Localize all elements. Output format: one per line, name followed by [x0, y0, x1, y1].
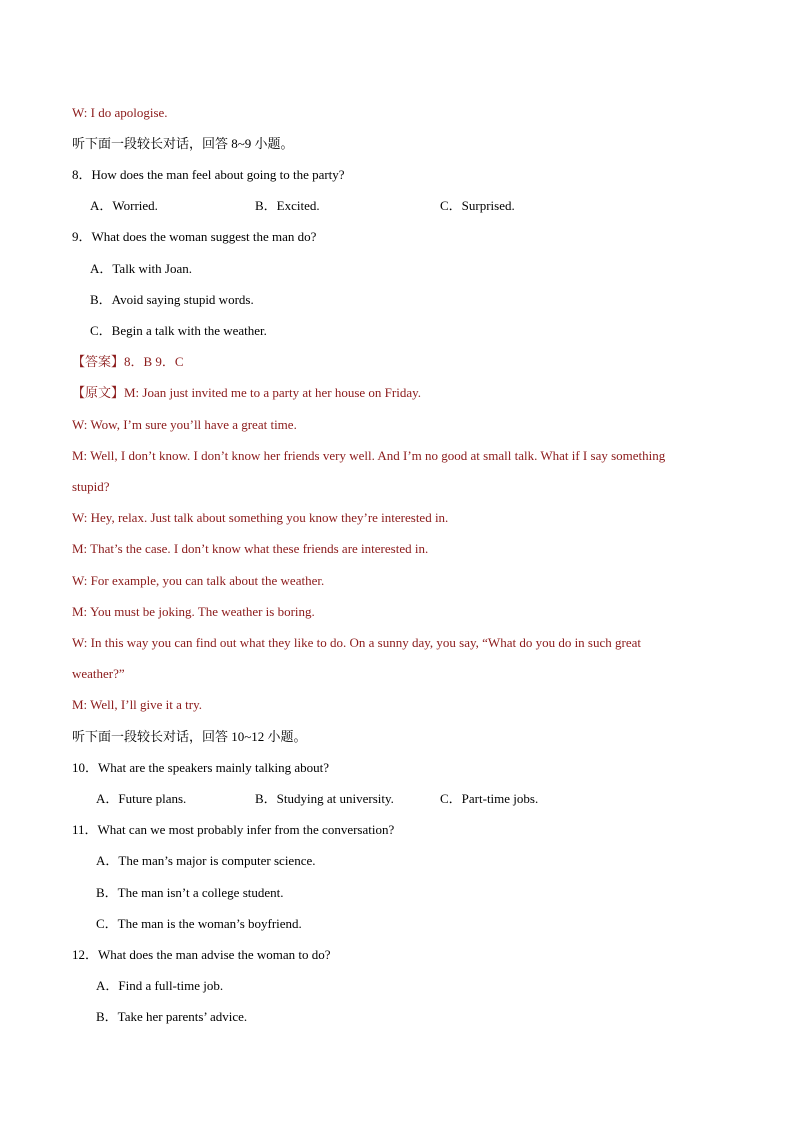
option-8c: C．Surprised.: [440, 198, 515, 213]
option-12a: A．Find a full-time job.: [96, 978, 224, 993]
option-11a: A．The man’s major is computer science.: [96, 853, 316, 868]
transcript-line: weather?”: [72, 666, 125, 681]
option-12b: B．Take her parents’ advice.: [96, 1009, 248, 1024]
option-11b: B．The man isn’t a college student.: [96, 885, 284, 900]
question-8: 8．How does the man feel about going to the party?: [72, 167, 345, 182]
transcript-line: W: In this way you can find out what they like to do. On a sunny day, you say, “What do you do in such great: [72, 635, 641, 650]
transcript-line: W: Wow, I’m sure you’ll have a great time.: [72, 417, 297, 432]
option-8a: A．Worried.: [90, 198, 158, 213]
transcript-line: stupid?: [72, 479, 110, 494]
question-9: 9．What does the woman suggest the man do?: [72, 229, 317, 244]
section-heading: 听下面一段较长对话，回答 8~9 小题。: [72, 136, 294, 151]
transcript-line: W: I do apologise.: [72, 105, 168, 120]
option-8b: B．Excited.: [255, 198, 320, 213]
option-10c: C．Part-time jobs.: [440, 791, 539, 806]
question-11: 11．What can we most probably infer from the conversation?: [72, 822, 395, 837]
transcript-line: M: Well, I’ll give it a try.: [72, 697, 203, 712]
transcript-line: W: Hey, relax. Just talk about something you know they’re interested in.: [72, 510, 449, 525]
transcript-line: W: For example, you can talk about the weather.: [72, 573, 325, 588]
option-10b: B．Studying at university.: [255, 791, 394, 806]
option-9b: B．Avoid saying stupid words.: [90, 292, 254, 307]
section-heading: 听下面一段较长对话，回答 10~12 小题。: [72, 729, 307, 744]
question-12: 12．What does the man advise the woman to do?: [72, 947, 331, 962]
transcript-line: 【原文】M: Joan just invited me to a party at her house on Friday.: [72, 385, 422, 400]
answer-line: 【答案】8．B 9．C: [72, 354, 184, 369]
option-11c: C．The man is the woman’s boyfriend.: [96, 916, 302, 931]
transcript-line: M: That’s the case. I don’t know what these friends are interested in.: [72, 541, 429, 556]
option-9c: C．Begin a talk with the weather.: [90, 323, 267, 338]
option-10a: A．Future plans.: [96, 791, 187, 806]
transcript-line: M: You must be joking. The weather is boring.: [72, 604, 315, 619]
option-9a: A．Talk with Joan.: [90, 261, 192, 276]
question-10: 10．What are the speakers mainly talking about?: [72, 760, 330, 775]
transcript-line: M: Well, I don’t know. I don’t know her friends very well. And I’m no good at small talk. What if I say something: [72, 448, 666, 463]
